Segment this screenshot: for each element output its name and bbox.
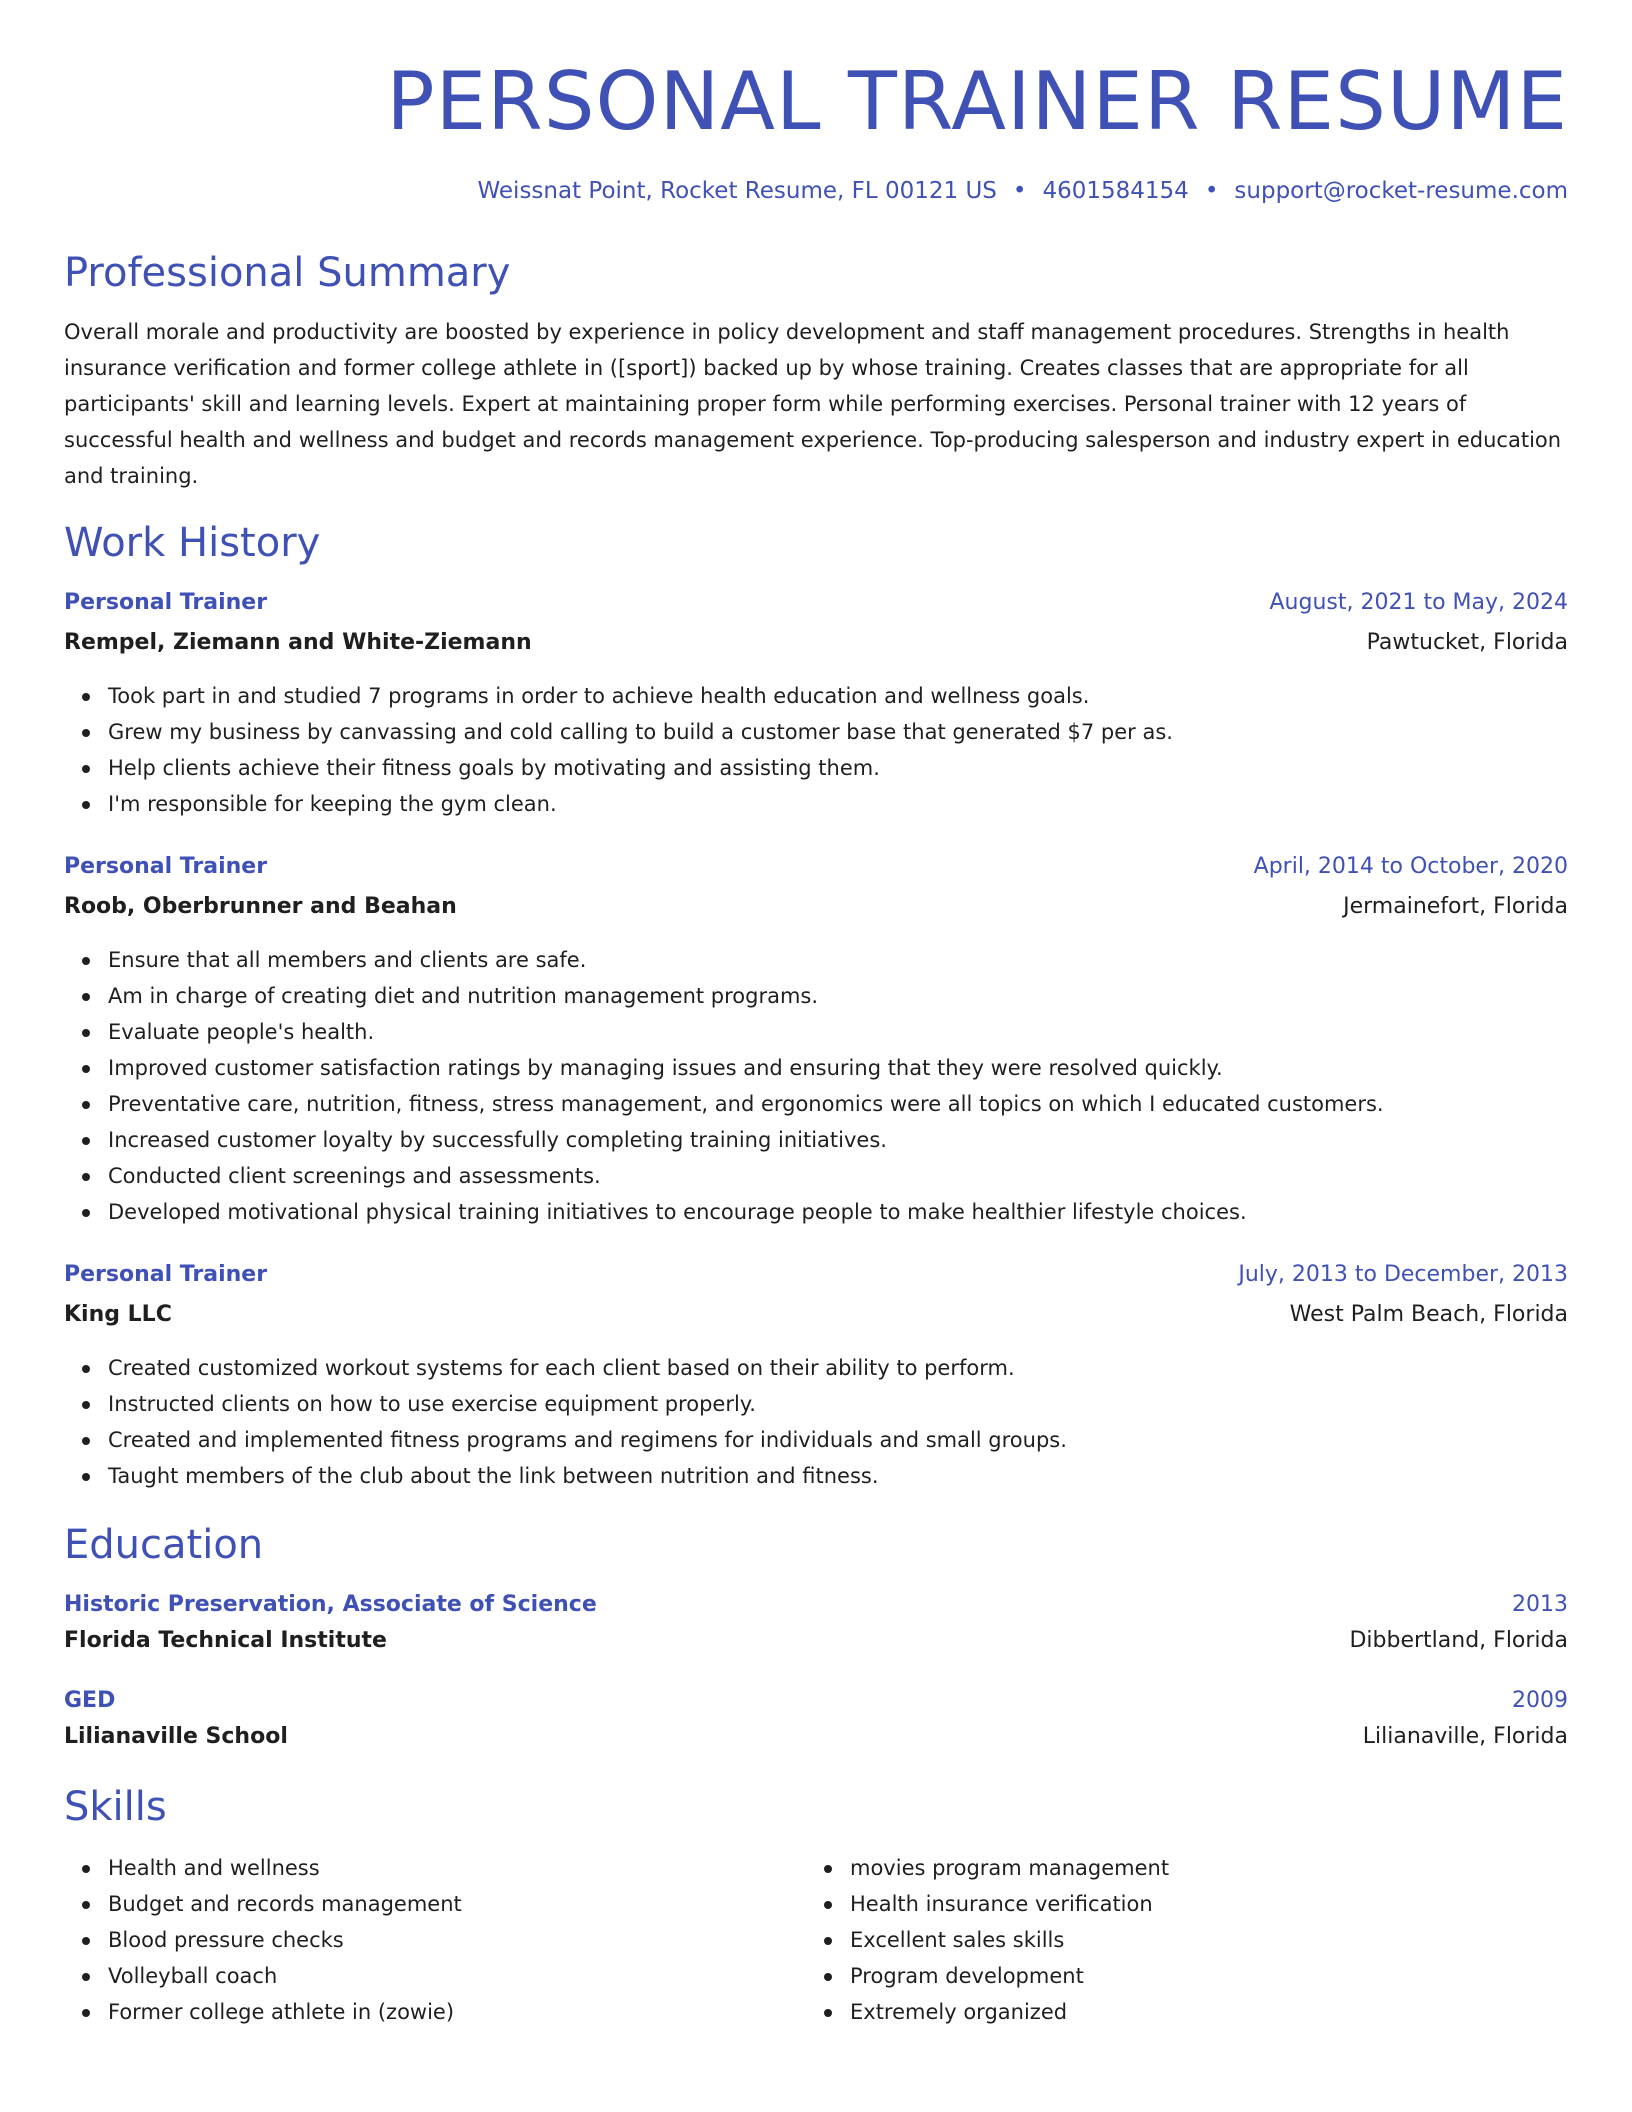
- job-company: Roob, Oberbrunner and Beahan: [64, 894, 457, 919]
- job-entry: [64, 588, 1568, 822]
- resume-title: PERSONAL TRAINER RESUME: [386, 55, 1568, 148]
- job-duty-item: Took part in and studied 7 programs in order to achieve health education and wellness goals.: [108, 678, 1568, 714]
- summary-heading: Professional Summary: [64, 250, 511, 296]
- contact-line: [64, 176, 1568, 206]
- education-degree: Historic Preservation, Associate of Science: [64, 1592, 597, 1617]
- education-degree: GED: [64, 1688, 116, 1713]
- job-dates: August, 2021 to May, 2024: [1269, 590, 1568, 615]
- work-history-heading: Work History: [64, 520, 321, 566]
- skill-item: Volleyball coach: [108, 1958, 806, 1994]
- job-duty-item: Increased customer loyalty by successfully completing training initiatives.: [108, 1122, 1568, 1158]
- education-location: Dibbertland, Florida: [1349, 1628, 1568, 1653]
- contact-address: Weissnat Point, Rocket Resume, FL 00121 US: [477, 178, 997, 204]
- skill-item: Health insurance verification: [850, 1886, 1568, 1922]
- job-title: Personal Trainer: [64, 854, 268, 879]
- job-company: King LLC: [64, 1302, 172, 1327]
- education-entry: [64, 1590, 1568, 1656]
- job-entry: [64, 852, 1568, 1230]
- job-duty-item: Improved customer satisfaction ratings by managing issues and ensuring that they were resolved quickly.: [108, 1050, 1568, 1086]
- job-duty-item: Developed motivational physical training initiatives to encourage people to make healthier lifestyle choices.: [108, 1194, 1568, 1230]
- contact-separator: •: [1012, 178, 1027, 204]
- education-school: Lilianaville School: [64, 1724, 288, 1749]
- skills-list: [64, 1850, 1568, 2030]
- job-duties: [64, 1350, 1568, 1494]
- skill-item: Budget and records management: [108, 1886, 806, 1922]
- education-entry: [64, 1686, 1568, 1752]
- skill-item: Blood pressure checks: [108, 1922, 806, 1958]
- education-location: Lilianaville, Florida: [1362, 1724, 1568, 1749]
- job-duty-item: Evaluate people's health.: [108, 1014, 1568, 1050]
- job-dates: July, 2013 to December, 2013: [1238, 1262, 1568, 1287]
- job-duty-item: Ensure that all members and clients are safe.: [108, 942, 1568, 978]
- job-duty-item: Conducted client screenings and assessments.: [108, 1158, 1568, 1194]
- job-duty-item: Am in charge of creating diet and nutrition management programs.: [108, 978, 1568, 1014]
- job-title: Personal Trainer: [64, 590, 268, 615]
- job-duty-item: Created customized workout systems for each client based on their ability to perform.: [108, 1350, 1568, 1386]
- skills-column-left: [64, 1850, 806, 2030]
- education-year: 2009: [1512, 1688, 1568, 1713]
- job-duty-item: Taught members of the club about the link between nutrition and fitness.: [108, 1458, 1568, 1494]
- job-duty-item: Created and implemented fitness programs and regimens for individuals and small groups.: [108, 1422, 1568, 1458]
- job-entry: [64, 1260, 1568, 1494]
- skill-item: Health and wellness: [108, 1850, 806, 1886]
- job-dates: April, 2014 to October, 2020: [1253, 854, 1568, 879]
- job-duties: [64, 678, 1568, 822]
- job-duty-item: Grew my business by canvassing and cold calling to build a customer base that generated $7 per as.: [108, 714, 1568, 750]
- resume-page: [64, 0, 1568, 2112]
- job-duties: [64, 942, 1568, 1230]
- job-duty-item: Help clients achieve their fitness goals by motivating and assisting them.: [108, 750, 1568, 786]
- summary-text: Overall morale and productivity are boosted by experience in policy development and staff management procedures. Strengths in health insurance verification and former college athlete in ([sport]) backed up by whose training. Creates classes that are appropriate for all participants' skill and learning levels. Expert at maintaining proper form while performing exercises. Personal trainer with 12 years of successful health and wellness and budget and records management experience. Top-producing salesperson and industry expert in education and training.: [64, 320, 1562, 488]
- contact-separator: •: [1204, 178, 1219, 204]
- resume-header: [64, 0, 1568, 206]
- job-location: West Palm Beach, Florida: [1289, 1302, 1568, 1327]
- skill-item: Excellent sales skills: [850, 1922, 1568, 1958]
- skill-item: Extremely organized: [850, 1994, 1568, 2030]
- job-duty-item: I'm responsible for keeping the gym clean.: [108, 786, 1568, 822]
- job-duty-item: Instructed clients on how to use exercise equipment properly.: [108, 1386, 1568, 1422]
- job-title: Personal Trainer: [64, 1262, 268, 1287]
- job-location: Pawtucket, Florida: [1366, 630, 1568, 655]
- skill-item: Program development: [850, 1958, 1568, 1994]
- job-duty-item: Preventative care, nutrition, fitness, stress management, and ergonomics were all topics on which I educated customers.: [108, 1086, 1568, 1122]
- education-year: 2013: [1512, 1592, 1568, 1617]
- education-heading: Education: [64, 1522, 264, 1568]
- contact-email: support@rocket-resume.com: [1234, 178, 1568, 204]
- skills-column-right: [806, 1850, 1568, 2030]
- job-location: Jermainefort, Florida: [1343, 894, 1568, 919]
- contact-phone: 4601584154: [1042, 178, 1189, 204]
- job-company: Rempel, Ziemann and White-Ziemann: [64, 630, 532, 655]
- skill-item: Former college athlete in (zowie): [108, 1994, 806, 2030]
- skill-item: movies program management: [850, 1850, 1568, 1886]
- education-school: Florida Technical Institute: [64, 1628, 387, 1653]
- skills-heading: Skills: [64, 1784, 167, 1830]
